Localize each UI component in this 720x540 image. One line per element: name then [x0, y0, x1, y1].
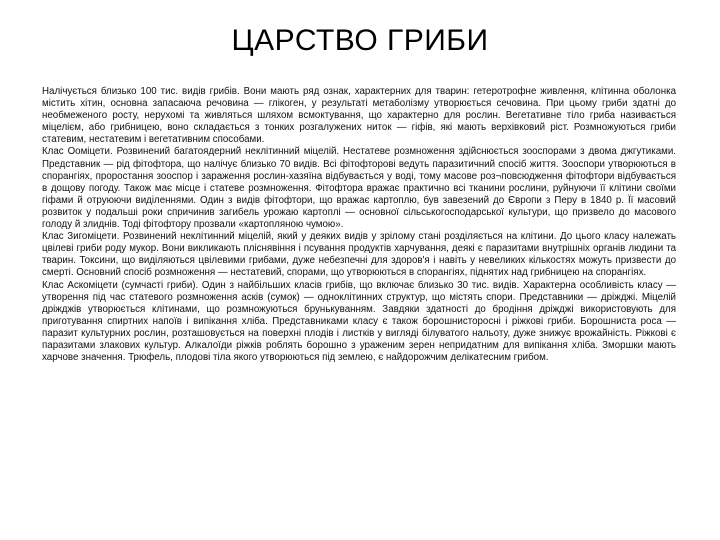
slide-body: [42, 86, 676, 364]
paragraph-oomycetes: Клас Ооміцети. Розвинений багатоядерний неклітинний міцелій. Нестатеве розмноження здійснюється зооспорами з двома джгутиками. Представник — рід фітофтора, що налічує близько 70 видів. Всі фітофторові ведуть паразитичний спосіб життя. Зооспори утворюються в спорангіях, проростання зооспор і зараження рослин-хазяїна відбувається у воді, тому масове роз¬повсюдження фітофтори відбувається в дощову погоду. Також має місце і статеве розмноження. Фітофтора вражає практично всі тканини рослини, руйнуючи її клітини своїми гіфами й отруюючи виділеннями. Один з видів фітофтори, що вражає картоплю, був завезений до Європи з Перу в 1840 р. Її масовий розвиток у подальші роки спричинив загибель урожаю картоплі — основної сільськогосподарської культури, що призвело до масового голоду й злиднів. Тоді фітофтору прозвали «картопляною чумою».: [42, 146, 676, 231]
paragraph-intro: Налічується близько 100 тис. видів грибів. Вони мають ряд ознак, характерних для тварин: гетеротрофне живлення, клітинна оболонка містить хітин, основна запасаюча речовина — глікоген, у результаті метаболізму утворюється сечовина. При цьому гриби здатні до необмеженого росту, нерухомі та живляться шляхом всмоктування, що характерно для рослин. Вегетативне тіло гриба називається міцелієм, або грибницею, воно складається з тонких розгалужених ниток — гіфів, які мають верхівковий ріст. Розмножуються гриби статевим, нестатевим і вегетативним способами.: [42, 86, 676, 146]
paragraph-ascomycetes: Клас Аскоміцети (сумчасті гриби). Один з найбільших класів грибів, що включає близько 30 тис. видів. Характерна особливість класу — утворення під час статевого розмноження асків (сумок) — одноклітинних структур, що містять спори. Представники — дріжджі. Міцелій дріжджів утворюється клітинами, що розмножуються брунькуванням. Завдяки здатності до бродіння дріжджі використовують для приготування спиртних напоїв і випікання хліба. Представниками класу є також борошнисторосні і ріжкові гриби. Борошниста роса — паразит культурних рослин, розташовується на поверхні плодів і листків у вигляді білуватого нальоту, дуже знижує врожайність. Ріжкові є паразитами злакових культур. Алкалоїди ріжків роблять борошно з ураженим зерен непридатним для випікання хліба. Зморшки мають харчове значення. Трюфель, плодові тіла якого утворюються під землею, є найдорожчим делікатесним грибом.: [42, 279, 676, 364]
paragraph-zygomycetes: Клас Зигоміцети. Розвинений неклітинний міцелій, який у деяких видів у зрілому стані розділяється на клітини. До цього класу належать цвілеві гриби роду мукор. Вони викликають пліснявіння і псування продуктів харчування, деякі є паразитами внутрішніх органів людини та тварин. Токсини, що виділяються цвілевими грибами, дуже небезпечні для здоров'я і навіть у невеликих кількостях можуть призвести до смерті. Основний спосіб розмноження — нестатевий, спорами, що утворюються в спорангіях, піднятих над грибницею на спорангіях.: [42, 231, 676, 279]
slide-title: ЦАРСТВО ГРИБИ: [231, 24, 489, 57]
